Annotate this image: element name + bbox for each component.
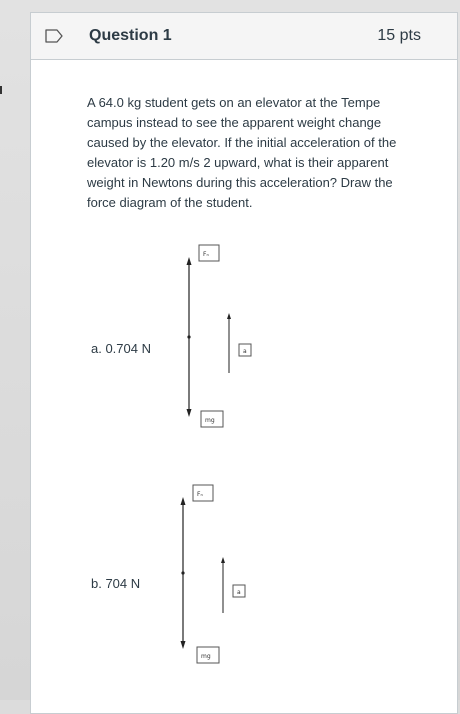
question-title: Question 1 xyxy=(89,27,172,44)
accel-label: a xyxy=(237,589,241,596)
force-diagram-b xyxy=(175,481,255,671)
flag-outline-icon[interactable] xyxy=(45,29,63,43)
normal-force-label: Fₙ xyxy=(203,251,209,258)
question-header xyxy=(31,13,457,60)
answer-option-b[interactable]: b. 704 N xyxy=(91,576,141,591)
accel-label: a xyxy=(243,348,247,355)
edge-mark xyxy=(0,86,2,94)
gravity-label: mg xyxy=(205,417,215,424)
question-points: 15 pts xyxy=(377,27,421,44)
answer-option-a[interactable]: a. 0.704 N xyxy=(91,341,151,356)
gravity-label: mg xyxy=(201,653,211,660)
normal-force-label-box xyxy=(199,245,219,261)
normal-force-label-box xyxy=(193,485,213,501)
normal-force-label: Fₙ xyxy=(197,491,203,498)
question-text: A 64.0 kg student gets on an elevator at the Tempe campus instead to see the apparent weight change caused by the elevator. If the initial acceleration of the elevator is 1.20 m/s 2 upward, what is their apparent weight in Newtons during this acceleration? Draw the force diagram of the student. xyxy=(87,95,397,210)
force-diagram-a xyxy=(181,241,261,431)
question-card xyxy=(30,12,458,714)
